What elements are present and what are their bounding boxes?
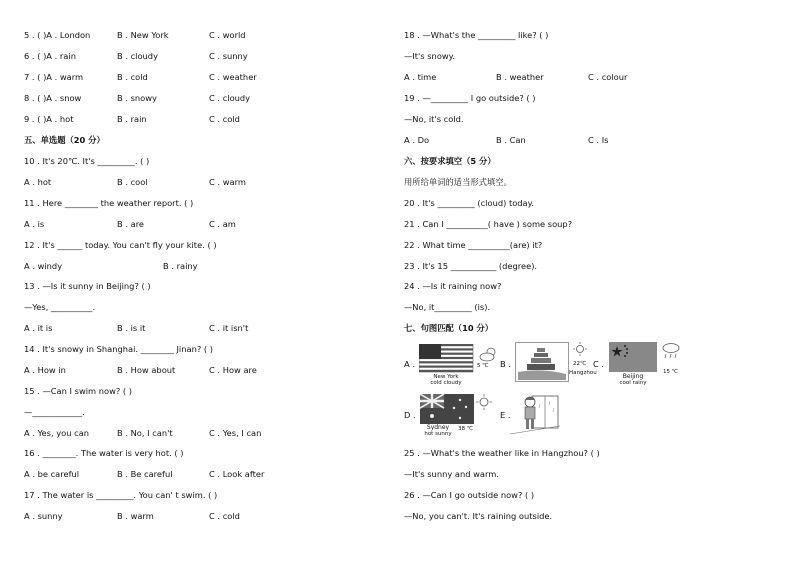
picture-c-temp: 15 ℃ xyxy=(663,369,678,375)
answer-option: B . Can xyxy=(496,135,526,145)
line-text: 24 . —Is it raining now? xyxy=(404,281,502,291)
line-text: 17 . The water is _________. You can' t swim. ( ) xyxy=(24,490,218,500)
question-line xyxy=(404,72,436,83)
line-text: 13 . —Is it sunny in Beijing? ( ) xyxy=(24,281,151,291)
line-text: 22 . What time __________(are) it? xyxy=(404,240,543,250)
picture-d-label: D . xyxy=(404,410,416,420)
question-line xyxy=(24,323,52,334)
line-text: —It's sunny and warm. xyxy=(404,469,499,479)
picture-a-caption2: cold cloudy xyxy=(430,380,462,386)
picture-c-caption2: cool rainy xyxy=(619,380,647,386)
answer-option: B . Be careful xyxy=(117,469,173,479)
answer-option: B . cloudy xyxy=(117,51,158,61)
question-line xyxy=(404,114,464,125)
question-line xyxy=(24,72,83,83)
answer-option: B . are xyxy=(117,219,145,229)
answer-option: C . warm xyxy=(209,177,246,187)
answer-option: B . cold xyxy=(117,72,148,82)
section-heading xyxy=(404,323,493,334)
answer-option: B . rainy xyxy=(163,261,198,271)
line-text: 19 . —_________ I go outside? ( ) xyxy=(404,93,536,103)
picture-a-label: A . xyxy=(404,359,415,369)
question-line xyxy=(404,219,572,230)
picture-d xyxy=(420,394,474,437)
question-line xyxy=(24,156,149,167)
question-line xyxy=(24,93,81,104)
answer-option: B . rain xyxy=(117,114,147,124)
line-text: 11 . Here ________ the weather report. ( ) xyxy=(24,198,194,208)
line-text: —No, it_________ (is). xyxy=(404,302,491,312)
question-line xyxy=(404,448,600,459)
question-line xyxy=(24,344,213,355)
question-line xyxy=(404,302,490,313)
question-line xyxy=(24,365,66,376)
line-text: A . time xyxy=(404,72,437,82)
question-line xyxy=(24,177,51,188)
answer-option: C . colour xyxy=(588,72,628,82)
question-line xyxy=(24,386,132,397)
line-text: A . How in xyxy=(24,365,66,375)
question-line xyxy=(404,51,455,62)
line-text: —No, it's cold. xyxy=(404,114,464,124)
line-text: 16 . ________. The water is very hot. ( ) xyxy=(24,448,184,458)
picture-c xyxy=(609,342,678,386)
answer-option: C . am xyxy=(209,219,236,229)
answer-option: C . weather xyxy=(209,72,257,82)
line-text: 23 . It's 15 ___________ (degree). xyxy=(404,261,538,271)
rain-cloud-icon xyxy=(661,342,681,360)
picture-b-caption: Hangzhou xyxy=(569,370,597,376)
question-line xyxy=(404,511,552,522)
line-text: 25 . —What's the weather like in Hangzhou? ( ) xyxy=(404,448,600,458)
picture-b-temp: 22℃ xyxy=(573,361,587,367)
line-text: A . Do xyxy=(404,135,430,145)
pagoda-icon xyxy=(515,342,569,382)
answer-option: B . weather xyxy=(496,72,544,82)
line-text: 8 . ( )A . snow xyxy=(24,93,82,103)
answer-option: B . How about xyxy=(117,365,176,375)
picture-matching-area xyxy=(404,340,774,440)
line-text: 12 . It's ______ today. You can't fly your kite. ( ) xyxy=(24,240,217,250)
cloud-sun-icon xyxy=(479,346,497,362)
line-text: 6 . ( )A . rain xyxy=(24,51,76,61)
picture-a-temp: 5 ℃ xyxy=(477,363,489,369)
line-text: 用所给单词的适当形式填空。 xyxy=(404,177,512,187)
answer-option: C . it isn't xyxy=(209,323,249,333)
line-text: —____________. xyxy=(24,407,85,417)
line-text: 10 . It's 20℃. It's _________. ( ) xyxy=(24,156,150,166)
line-text: 26 . —Can I go outside now? ( ) xyxy=(404,490,535,500)
answer-option: C . Yes, I can xyxy=(209,428,262,438)
question-line xyxy=(24,448,184,459)
section-heading xyxy=(24,135,105,146)
line-text: 20 . It's _________ (cloud) today. xyxy=(404,198,535,208)
answer-option: C . cold xyxy=(209,511,240,521)
question-line xyxy=(404,177,512,188)
answer-option: C . cloudy xyxy=(209,93,251,103)
line-text: —It's snowy. xyxy=(404,51,456,61)
question-line xyxy=(404,261,537,272)
answer-option: B . New York xyxy=(117,30,169,40)
question-line xyxy=(24,30,90,41)
question-line xyxy=(404,240,542,251)
line-text: 七、句图匹配（10 分） xyxy=(404,323,494,333)
answer-option: C . Is xyxy=(588,135,609,145)
question-line xyxy=(24,490,217,501)
answer-option: C . sunny xyxy=(209,51,248,61)
sun-icon xyxy=(573,342,587,356)
question-line xyxy=(24,469,79,480)
answer-option: C . world xyxy=(209,30,246,40)
question-line xyxy=(24,240,217,251)
line-text: 15 . —Can I swim now? ( ) xyxy=(24,386,133,396)
question-line xyxy=(24,198,193,209)
answer-option: B . is it xyxy=(117,323,146,333)
question-line xyxy=(24,302,95,313)
line-text: A . is xyxy=(24,219,45,229)
question-line xyxy=(24,114,73,125)
question-line xyxy=(24,407,85,418)
picture-c-caption: Beijing xyxy=(622,373,644,380)
line-text: —Yes, __________. xyxy=(24,302,96,312)
picture-d-caption2: hot sunny xyxy=(424,431,452,437)
question-line xyxy=(24,428,89,439)
line-text: 5 . ( )A . London xyxy=(24,30,91,40)
picture-a-caption: New York xyxy=(433,374,459,380)
answer-option: C . cold xyxy=(209,114,240,124)
line-text: 六、按要求填空（5 分） xyxy=(404,156,496,166)
picture-e xyxy=(510,392,560,442)
line-text: A . sunny xyxy=(24,511,63,521)
question-line xyxy=(404,135,429,146)
picture-d-caption: Sydney xyxy=(426,424,450,431)
line-text: 18 . —What's the _________ like? ( ) xyxy=(404,30,549,40)
answer-option: C . Look after xyxy=(209,469,265,479)
line-text: 14 . It's snowy in Shanghai. ________ Jinan? ( ) xyxy=(24,344,213,354)
question-line xyxy=(404,281,501,292)
line-text: 21 . Can I __________( have ) some soup? xyxy=(404,219,573,229)
line-text: A . it is xyxy=(24,323,53,333)
answer-option: B . snowy xyxy=(117,93,157,103)
line-text: A . be careful xyxy=(24,469,80,479)
question-line xyxy=(404,198,534,209)
picture-e-label: E . xyxy=(500,410,511,420)
line-text: A . hot xyxy=(24,177,52,187)
answer-option: B . cool xyxy=(117,177,148,187)
china-flag-icon xyxy=(609,342,657,372)
question-line xyxy=(24,261,62,272)
question-line xyxy=(404,30,548,41)
question-line xyxy=(404,93,536,104)
answer-option: B . warm xyxy=(117,511,154,521)
section-heading xyxy=(404,156,496,167)
picture-b xyxy=(515,342,597,384)
line-text: 9 . ( )A . hot xyxy=(24,114,74,124)
question-line xyxy=(404,490,534,501)
question-line xyxy=(404,469,499,480)
question-line xyxy=(24,511,63,522)
picture-c-label: C . xyxy=(593,359,605,369)
australia-flag-icon xyxy=(420,394,474,424)
picture-b-label: B . xyxy=(500,359,511,369)
picture-d-temp: 38 ℃ xyxy=(458,426,473,432)
question-line xyxy=(24,281,151,292)
boy-at-window-icon xyxy=(510,392,560,440)
line-text: A . windy xyxy=(24,261,63,271)
line-text: 7 . ( )A . warm xyxy=(24,72,84,82)
line-text: 五、单选题（20 分） xyxy=(24,135,105,145)
picture-a xyxy=(419,344,499,388)
line-text: A . Yes, you can xyxy=(24,428,90,438)
line-text: —No, you can't. It's raining outside. xyxy=(404,511,553,521)
sun-icon xyxy=(476,394,492,410)
question-line xyxy=(24,51,76,62)
answer-option: B . No, I can't xyxy=(117,428,173,438)
answer-option: C . How are xyxy=(209,365,257,375)
question-line xyxy=(24,219,44,230)
